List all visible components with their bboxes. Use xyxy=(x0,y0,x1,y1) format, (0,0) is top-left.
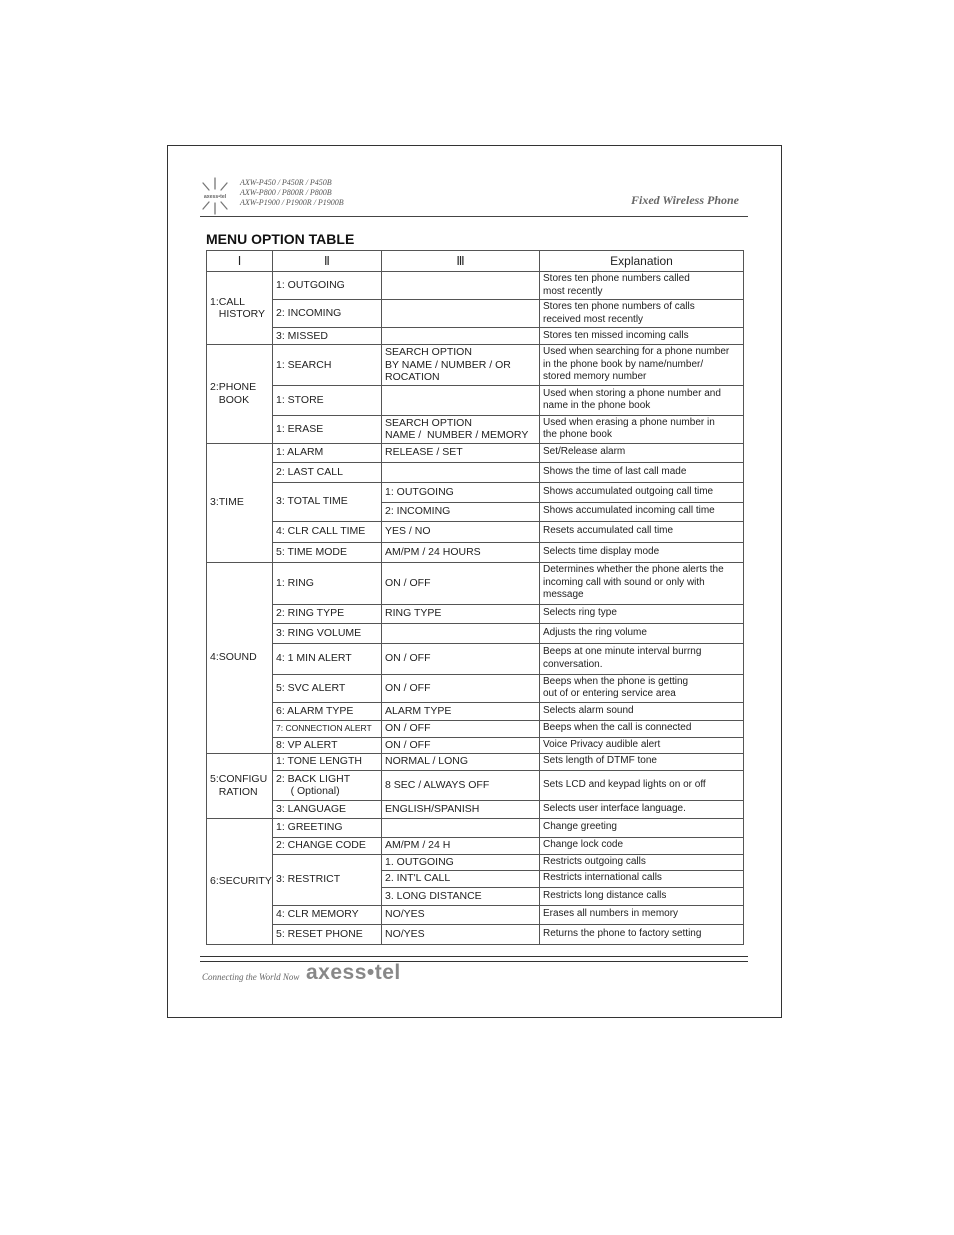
option-cell: ON / OFF xyxy=(382,643,540,674)
menu-item-cell: 1: ERASE xyxy=(273,415,382,443)
table-row xyxy=(207,521,744,542)
option-cell xyxy=(382,300,540,328)
option-cell: ON / OFF xyxy=(382,562,540,604)
option-cell: 3. LONG DISTANCE xyxy=(382,887,540,905)
option-cell: NORMAL / LONG xyxy=(382,753,540,770)
table-row xyxy=(207,385,744,415)
option-cell: 8 SEC / ALWAYS OFF xyxy=(382,770,540,800)
explanation-cell: Used when storing a phone number and name in the phone book xyxy=(540,385,744,415)
menu-item-cell: 2: LAST CALL xyxy=(273,462,382,482)
menu-option-table xyxy=(206,250,744,945)
table-row xyxy=(207,300,744,328)
axesstel-logo-icon xyxy=(196,176,234,216)
footer-slogan: Connecting the World Now xyxy=(202,972,300,982)
table-row xyxy=(207,674,744,702)
explanation-cell: Resets accumulated call time xyxy=(540,521,744,542)
explanation-cell: Restricts long distance calls xyxy=(540,887,744,905)
explanation-cell: Stores ten missed incoming calls xyxy=(540,328,744,345)
menu-item-cell: 5: TIME MODE xyxy=(273,542,382,562)
option-cell: SEARCH OPTION BY NAME / NUMBER / OR ROCATION xyxy=(382,345,540,386)
menu-item-cell: 7: CONNECTION ALERT xyxy=(273,720,382,737)
menu-item-cell: 2: CHANGE CODE xyxy=(273,837,382,854)
table-row xyxy=(207,542,744,562)
explanation-cell: Beeps at one minute interval burrng conversation. xyxy=(540,643,744,674)
table-row xyxy=(207,562,744,604)
footer-divider xyxy=(200,956,748,962)
explanation-cell: Stores ten phone numbers of calls received most recently xyxy=(540,300,744,328)
explanation-cell: Sets LCD and keypad lights on or off xyxy=(540,770,744,800)
model-line: AXW-P800 / P800R / P800B xyxy=(240,188,332,197)
option-cell xyxy=(382,328,540,345)
column-header: Ⅰ xyxy=(207,251,273,272)
page-title: MENU OPTION TABLE xyxy=(206,231,355,247)
option-cell xyxy=(382,462,540,482)
explanation-cell: Adjusts the ring volume xyxy=(540,623,744,643)
column-header: Ⅲ xyxy=(382,251,540,272)
table-row xyxy=(207,328,744,345)
option-cell: ON / OFF xyxy=(382,720,540,737)
option-cell: 1: OUTGOING xyxy=(382,482,540,502)
menu-item-cell: 4: CLR MEMORY xyxy=(273,905,382,924)
option-cell: YES / NO xyxy=(382,521,540,542)
option-cell xyxy=(382,623,540,643)
option-cell: NO/YES xyxy=(382,905,540,924)
option-cell: ENGLISH/SPANISH xyxy=(382,800,540,818)
option-cell: 1. OUTGOING xyxy=(382,854,540,870)
model-line: AXW-P1900 / P1900R / P1900B xyxy=(240,198,344,207)
option-cell: AM/PM / 24 H xyxy=(382,837,540,854)
option-cell xyxy=(382,385,540,415)
menu-item-cell: 1: SEARCH xyxy=(273,345,382,386)
table-row xyxy=(207,905,744,924)
option-cell: RING TYPE xyxy=(382,604,540,623)
explanation-cell: Determines whether the phone alerts the incoming call with sound or only with message xyxy=(540,562,744,604)
header-divider xyxy=(200,216,748,217)
option-cell: AM/PM / 24 HOURS xyxy=(382,542,540,562)
option-cell xyxy=(382,272,540,300)
explanation-cell: Shows the time of last call made xyxy=(540,462,744,482)
footer-brand-logo: axess•tel xyxy=(306,961,401,984)
menu-item-cell: 3: RESTRICT xyxy=(273,854,382,905)
menu-item-cell: 1: TONE LENGTH xyxy=(273,753,382,770)
table-row xyxy=(207,720,744,737)
explanation-cell: Shows accumulated outgoing call time xyxy=(540,482,744,502)
menu-group-cell: 2:PHONE BOOK xyxy=(207,345,273,444)
explanation-cell: Shows accumulated incoming call time xyxy=(540,502,744,521)
menu-group-cell: 6:SECURITY xyxy=(207,818,273,944)
table-row xyxy=(207,837,744,854)
explanation-cell: Used when erasing a phone number in the phone book xyxy=(540,415,744,443)
menu-item-cell: 2: INCOMING xyxy=(273,300,382,328)
menu-group-cell: 4:SOUND xyxy=(207,562,273,753)
explanation-cell: Stores ten phone numbers called most recently xyxy=(540,272,744,300)
svg-text:axess•tel: axess•tel xyxy=(203,194,227,200)
product-name: Fixed Wireless Phone xyxy=(630,193,739,207)
explanation-cell: Selects ring type xyxy=(540,604,744,623)
option-cell: 2: INCOMING xyxy=(382,502,540,521)
model-line: AXW-P450 / P450R / P450B xyxy=(240,178,332,187)
menu-item-cell: 5: SVC ALERT xyxy=(273,674,382,702)
model-list xyxy=(240,178,344,208)
table-row xyxy=(207,443,744,462)
manual-page xyxy=(167,145,782,1018)
menu-item-cell: 3: MISSED xyxy=(273,328,382,345)
menu-item-cell: 8: VP ALERT xyxy=(273,737,382,753)
menu-item-cell: 3: LANGUAGE xyxy=(273,800,382,818)
menu-item-cell: 2: BACK LIGHT ( Optional) xyxy=(273,770,382,800)
table-row xyxy=(207,702,744,720)
menu-item-cell: 4: CLR CALL TIME xyxy=(273,521,382,542)
table-row xyxy=(207,753,744,770)
menu-group-cell: 5:CONFIGU RATION xyxy=(207,753,273,818)
menu-item-cell: 1: GREETING xyxy=(273,818,382,837)
table-row xyxy=(207,623,744,643)
menu-item-cell: 3: TOTAL TIME xyxy=(273,482,382,521)
column-header: Explanation xyxy=(540,251,744,272)
explanation-cell: Change greeting xyxy=(540,818,744,837)
explanation-cell: Beeps when the call is connected xyxy=(540,720,744,737)
option-cell: 2. INT'L CALL xyxy=(382,870,540,887)
option-cell: ALARM TYPE xyxy=(382,702,540,720)
explanation-cell: Used when searching for a phone number in the phone book by name/number/ stored memory number xyxy=(540,345,744,386)
table-row xyxy=(207,800,744,818)
table-header-row xyxy=(207,251,744,272)
menu-item-cell: 4: 1 MIN ALERT xyxy=(273,643,382,674)
menu-item-cell: 2: RING TYPE xyxy=(273,604,382,623)
menu-item-cell: 6: ALARM TYPE xyxy=(273,702,382,720)
table-row xyxy=(207,643,744,674)
table-row xyxy=(207,462,744,482)
explanation-cell: Erases all numbers in memory xyxy=(540,905,744,924)
option-cell: SEARCH OPTION NAME / NUMBER / MEMORY xyxy=(382,415,540,443)
table-row xyxy=(207,924,744,944)
table-row xyxy=(207,272,744,300)
option-cell: ON / OFF xyxy=(382,674,540,702)
explanation-cell: Restricts international calls xyxy=(540,870,744,887)
menu-item-cell: 1: OUTGOING xyxy=(273,272,382,300)
table-row xyxy=(207,854,744,870)
explanation-cell: Change lock code xyxy=(540,837,744,854)
table-row xyxy=(207,345,744,386)
menu-group-cell: 3:TIME xyxy=(207,443,273,562)
explanation-cell: Returns the phone to factory setting xyxy=(540,924,744,944)
table-row xyxy=(207,818,744,837)
explanation-cell: Voice Privacy audible alert xyxy=(540,737,744,753)
option-cell: ON / OFF xyxy=(382,737,540,753)
explanation-cell: Selects time display mode xyxy=(540,542,744,562)
column-header: Ⅱ xyxy=(273,251,382,272)
menu-item-cell: 1: ALARM xyxy=(273,443,382,462)
option-cell xyxy=(382,818,540,837)
option-cell: NO/YES xyxy=(382,924,540,944)
explanation-cell: Selects user interface language. xyxy=(540,800,744,818)
table-row xyxy=(207,482,744,502)
option-cell: RELEASE / SET xyxy=(382,443,540,462)
table-row xyxy=(207,737,744,753)
menu-item-cell: 1: RING xyxy=(273,562,382,604)
menu-item-cell: 5: RESET PHONE xyxy=(273,924,382,944)
explanation-cell: Beeps when the phone is getting out of or entering service area xyxy=(540,674,744,702)
explanation-cell: Sets length of DTMF tone xyxy=(540,753,744,770)
table-row xyxy=(207,770,744,800)
table-row xyxy=(207,415,744,443)
explanation-cell: Set/Release alarm xyxy=(540,443,744,462)
menu-item-cell: 3: RING VOLUME xyxy=(273,623,382,643)
table-row xyxy=(207,604,744,623)
menu-option-table-container xyxy=(206,250,743,945)
menu-item-cell: 1: STORE xyxy=(273,385,382,415)
menu-group-cell: 1:CALL HISTORY xyxy=(207,272,273,345)
explanation-cell: Selects alarm sound xyxy=(540,702,744,720)
explanation-cell: Restricts outgoing calls xyxy=(540,854,744,870)
